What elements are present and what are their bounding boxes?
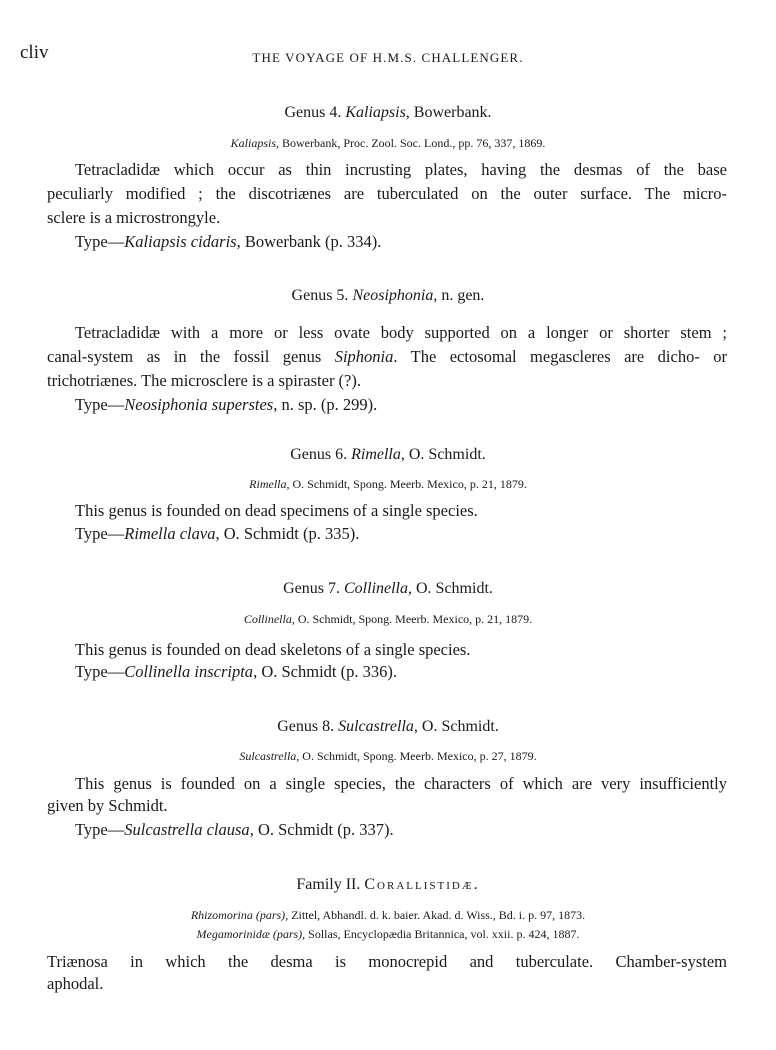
page-folio: cliv <box>20 42 49 63</box>
genus-5-heading: Genus 5. Neosiphonia, n. gen. <box>291 287 485 304</box>
genus-4-description-line-1: Tetracladidæ which occur as thin incrusting plates, having the desmas of the base <box>75 160 727 179</box>
genus-4-description-line-2: peculiarly modified ; the discotriænes are tuberculated on the outer surface. The micro- <box>47 184 727 203</box>
genus-7-heading: Genus 7. Collinella, O. Schmidt. <box>283 580 493 597</box>
family-2-heading: Family II. Corallistidæ. <box>296 876 480 893</box>
genus-6-reference: Rimella, O. Schmidt, Spong. Meerb. Mexico, p. 21, 1879. <box>249 477 527 491</box>
genus-6-description: This genus is founded on dead specimens of a single species. <box>75 501 478 520</box>
genus-8-description-line-2: given by Schmidt. <box>47 796 168 815</box>
family-2-reference-2: Megamorinidæ (pars), Sollas, Encyclopædia Britannica, vol. xxii. p. 424, 1887. <box>196 927 580 941</box>
family-2-description-line-1: Triænosa in which the desma is monocrepid and tuberculate. Chamber-system <box>47 952 727 971</box>
genus-7-type: Type—Collinella inscripta, O. Schmidt (p. 336). <box>75 662 397 681</box>
family-2-description-line-2: aphodal. <box>47 974 104 993</box>
family-2-reference-1: Rhizomorina (pars), Zittel, Abhandl. d. k. baier. Akad. d. Wiss., Bd. i. p. 97, 1873. <box>190 908 586 922</box>
genus-7-reference: Collinella, O. Schmidt, Spong. Meerb. Mexico, p. 21, 1879. <box>243 612 533 626</box>
genus-7-description: This genus is founded on dead skeletons of a single species. <box>75 640 471 659</box>
genus-8-heading: Genus 8. Sulcastrella, O. Schmidt. <box>277 718 499 735</box>
genus-4-heading: Genus 4. Kaliapsis, Bowerbank. <box>284 104 492 121</box>
genus-5-description-line-3: trichotriænes. The microsclere is a spiraster (?). <box>47 371 361 390</box>
running-head: THE VOYAGE OF H.M.S. CHALLENGER. <box>252 50 524 65</box>
genus-5-description-line-2: canal-system as in the fossil genus Siphonia. The ectosomal megascleres are dicho- or <box>47 347 727 366</box>
genus-6-type: Type—Rimella clava, O. Schmidt (p. 335). <box>75 524 360 543</box>
genus-5-description-line-1: Tetracladidæ with a more or less ovate body supported on a longer or shorter stem ; <box>75 323 727 342</box>
genus-4-reference: Kaliapsis, Bowerbank, Proc. Zool. Soc. Lond., pp. 76, 337, 1869. <box>230 136 546 150</box>
genus-8-reference: Sulcastrella, O. Schmidt, Spong. Meerb. Mexico, p. 27, 1879. <box>239 749 537 763</box>
genus-8-description-line-1: This genus is founded on a single species, the characters of which are very insufficiently <box>75 774 727 793</box>
genus-4-description-line-3: sclere is a microstrongyle. <box>47 208 221 227</box>
genus-8-type: Type—Sulcastrella clausa, O. Schmidt (p. 337). <box>75 820 394 839</box>
genus-5-type: Type—Neosiphonia superstes, n. sp. (p. 299). <box>75 395 378 414</box>
genus-4-type: Type—Kaliapsis cidaris, Bowerbank (p. 334). <box>75 232 382 251</box>
genus-6-heading: Genus 6. Rimella, O. Schmidt. <box>290 446 486 463</box>
